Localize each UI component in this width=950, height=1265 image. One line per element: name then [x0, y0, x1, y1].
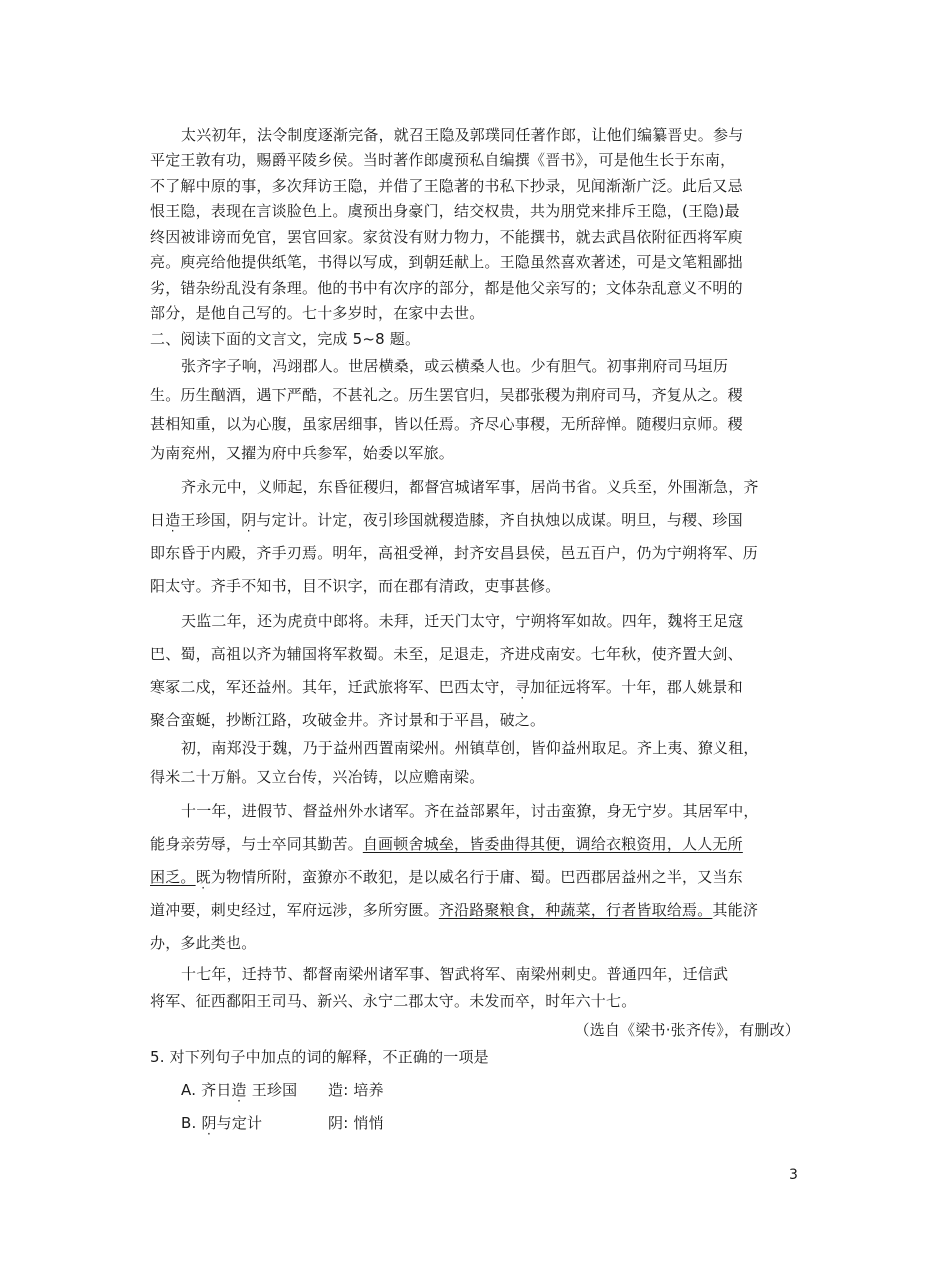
text-run: 与定计。计定，夜引珍国就稷造膝，齐自执烛以成谋。明旦，与稷、珍国 — [256, 511, 743, 529]
option-b-gloss: 阴: 悄悄 — [328, 1114, 384, 1132]
translation-line: 太兴初年，法令制度逐渐完备，就召王隐及郭璞同任著作郎，让他们编纂晋史。参与 — [181, 126, 744, 144]
text-run: 为物情所附，蛮獠亦不敢犯，是以威名行于庸、蜀。巴西郡居益州之半，又当东 — [210, 868, 743, 886]
text-run: 道冲要，刺史经过，军府远涉，多所穷匮。 — [150, 901, 439, 919]
text-run: 王珍国， — [180, 511, 242, 529]
option-text: A. 齐日 — [181, 1081, 232, 1099]
passage-line — [150, 677, 743, 697]
passage-line: 十一年，进假节、督益州外水诸军。齐在益部累年，讨击蛮獠，身无宁岁。其居军中， — [181, 802, 759, 820]
question-stem: 5. 对下列句子中加点的词的解释，不正确的一项是 — [150, 1048, 489, 1066]
passage-line — [150, 834, 743, 854]
passage-line: 巴、蜀，高祖以齐为辅国将军救蜀。未至，足退走，齐进戍南安。七年秋，使齐置大剑、 — [150, 645, 743, 663]
translation-line: 不了解中原的事，多次拜访王隐，并借了王隐著的书私下抄录，见闻渐渐广泛。此后又忌 — [150, 177, 743, 195]
source-citation: （选自《梁书·张齐传》，有删改） — [574, 1021, 800, 1039]
passage-line: 齐永元中，义师起，东昏征稷归，都督宫城诸军事，居尚书省。义兵至，外围渐急，齐 — [181, 478, 759, 496]
translation-line: 终因被诽谤而免官，罢官回家。家贫没有财力物力，不能撰书，就去武昌依附征西将军庾 — [150, 228, 743, 246]
translation-line: 部分，是他自己写的。七十多岁时，在家中去世。 — [150, 304, 485, 322]
dotted-word: 阴 — [201, 1114, 217, 1132]
underlined-sentence: 困乏。 — [150, 868, 196, 886]
dotted-word: 既 — [195, 868, 211, 886]
passage-line: 办，多此类也。 — [150, 934, 257, 952]
option-text: B. — [181, 1114, 202, 1132]
passage-line: 天监二年，还为虎贲中郎将。未拜，迁天门太守，宁朔将军如故。四年，魏将王足寇 — [181, 612, 744, 630]
option-text: 王珍国 — [246, 1081, 298, 1099]
page-number: 3 — [789, 1167, 798, 1183]
text-run: 加征远将军。十年，郡人姚景和 — [530, 678, 743, 696]
text-run: 其能济 — [712, 901, 759, 919]
dotted-word: 寻 — [514, 678, 531, 696]
passage-line: 初，南郑没于魏，乃于益州西置南梁州。州镇草创，皆仰益州取足。齐上夷、獠义租， — [181, 739, 759, 757]
passage-line: 十七年，迁持节、都督南梁州诸军事、智武将军、南梁州刺史。普通四年，迁信武 — [181, 965, 729, 983]
passage-line: 将军、征西鄱阳王司马、新兴、永宁二郡太守。未发而卒，时年六十七。 — [150, 992, 637, 1010]
underlined-sentence: 自画顿舍城垒，皆委曲得其便，调给衣粮资用，人人无所 — [362, 835, 743, 853]
passage-line: 阳太守。齐手不知书，目不识字，而在郡有清政，吏事甚修。 — [150, 577, 561, 595]
text-run: 能身亲劳辱，与士卒同其勤苦。 — [150, 835, 363, 853]
translation-line: 亮。庾亮给他提供纸笔，书得以写成，到朝廷献上。王隐虽然喜欢著述，可是文笔粗鄙拙 — [150, 253, 743, 271]
section-heading: 二、阅读下面的文言文，完成 5~8 题。 — [150, 330, 421, 348]
passage-line: 甚相知重，以为心腹，虽家居细事，皆以任焉。齐尽心事稷，无所辞惮。随稷归京师。稷 — [150, 415, 743, 433]
passage-line: 聚合蛮蜒，抄断江路，攻破金井。齐讨景和于平昌，破之。 — [150, 711, 546, 729]
passage-line: 生。历生酗酒，遇下严酷，不甚礼之。历生罢官归，吴郡张稷为荆府司马，齐复从之。稷 — [150, 386, 743, 404]
translation-line: 平定王敦有功，赐爵平陵乡侯。当时著作郎虞预私自编撰《晋书》，可是他生长于东南， — [150, 151, 736, 169]
option-a — [181, 1080, 297, 1100]
passage-line — [150, 510, 743, 530]
passage-line: 即东昏于内殿，齐手刃焉。明年，高祖受禅，封齐安昌县侯，邑五百户，仍为宁朔将军、历 — [150, 544, 759, 562]
translation-line: 劣，错杂纷乱没有条理。他的书中有次序的部分，都是他父亲写的；文体杂乱意义不明的 — [150, 279, 743, 297]
passage-line: 得米二十万斛。又立台传，兴冶铸，以应赡南梁。 — [150, 768, 485, 786]
text-run: 日 — [150, 511, 166, 529]
text-run: 寒冢二戍，军还益州。其年，迁武旅将军、巴西太守， — [150, 678, 515, 696]
dotted-word: 造 — [165, 511, 181, 529]
option-b — [181, 1113, 262, 1133]
dotted-word: 造 — [231, 1081, 247, 1099]
translation-line: 恨王隐，表现在言谈脸色上。虞预出身豪门，结交权贵，共为朋党来排斥王隐，(王隐)最 — [150, 202, 740, 220]
passage-line: 为南兖州，又擢为府中兵参军，始委以军旅。 — [150, 444, 455, 462]
option-text: 与定计 — [216, 1114, 263, 1132]
passage-line — [150, 867, 743, 887]
option-a-gloss: 造: 培养 — [328, 1081, 384, 1099]
underlined-sentence: 齐沿路聚粮食，种蔬菜，行者皆取给焉。 — [438, 901, 713, 919]
passage-line: 张齐字子响，冯翊郡人。世居横桑，或云横桑人也。少有胆气。初事荆府司马垣历 — [181, 357, 729, 375]
dotted-word: 阴 — [241, 511, 257, 529]
passage-line — [150, 900, 758, 920]
